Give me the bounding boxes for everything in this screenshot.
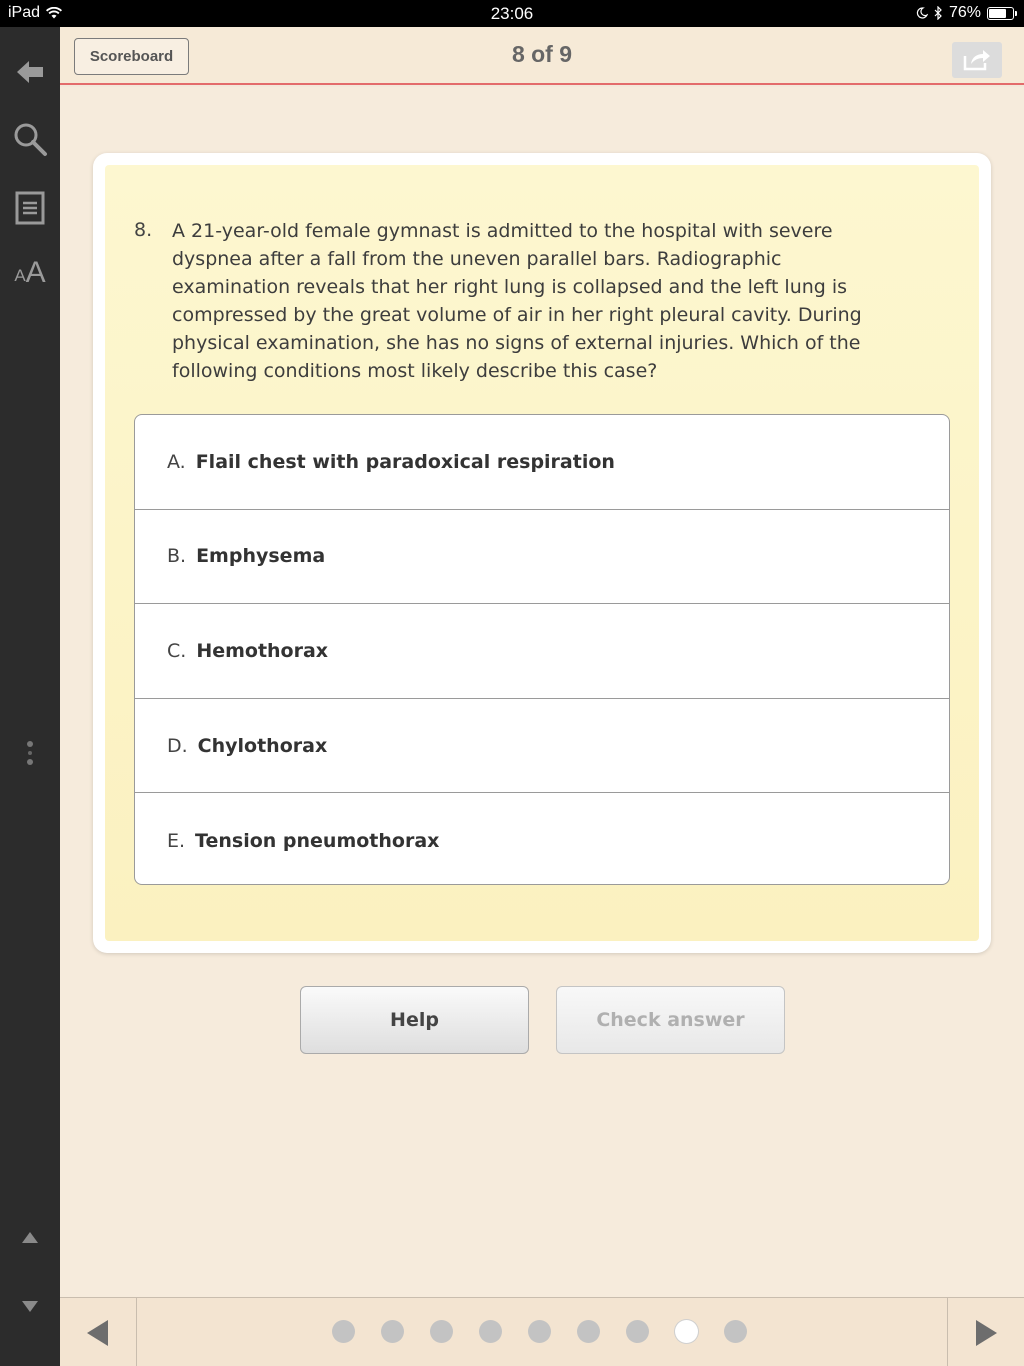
option-c[interactable]: [135, 604, 949, 699]
bluetooth-icon: [934, 6, 943, 20]
option-letter: E.: [167, 829, 186, 852]
option-text: Emphysema: [196, 545, 326, 568]
down-arrow-icon[interactable]: [0, 1297, 60, 1317]
header: [60, 27, 1024, 85]
previous-arrow-icon: [86, 1319, 110, 1347]
main-content: [60, 87, 1024, 1297]
device-label: iPad: [8, 4, 41, 21]
document-icon[interactable]: [0, 189, 60, 227]
bottom-navigation: [60, 1297, 1024, 1366]
option-e[interactable]: [135, 793, 949, 885]
share-icon: [963, 49, 991, 71]
option-a[interactable]: [135, 415, 949, 510]
answer-options: [134, 414, 950, 885]
page-dot[interactable]: [430, 1320, 453, 1343]
page-dot[interactable]: [724, 1320, 747, 1343]
scoreboard-button[interactable]: Scoreboard: [74, 38, 189, 75]
page-dot[interactable]: [332, 1320, 355, 1343]
moon-icon: [916, 7, 928, 19]
back-arrow-icon[interactable]: [0, 55, 60, 89]
help-button[interactable]: Help: [300, 986, 529, 1054]
next-arrow-icon: [974, 1319, 998, 1347]
text-size-large-label: A: [25, 256, 46, 289]
check-answer-button[interactable]: Check answer: [556, 986, 785, 1054]
page-dot[interactable]: [577, 1320, 600, 1343]
question-card: [93, 153, 991, 953]
search-icon[interactable]: [0, 119, 60, 159]
page-dot[interactable]: [626, 1320, 649, 1343]
share-button[interactable]: [952, 42, 1002, 78]
option-text: Hemothorax: [196, 639, 329, 662]
battery-percent: 76%: [948, 4, 981, 21]
option-letter: D.: [167, 734, 188, 757]
page-dot[interactable]: [479, 1320, 502, 1343]
next-button[interactable]: [947, 1298, 1024, 1366]
previous-button[interactable]: [60, 1298, 137, 1366]
option-text: Chylothorax: [197, 734, 328, 757]
page-dots: [332, 1320, 747, 1343]
battery-icon: [987, 7, 1014, 20]
page-counter: 8 of 9: [511, 41, 573, 67]
option-text: Tension pneumothorax: [195, 829, 440, 852]
question-text: A 21-year-old female gymnast is admitted to the hospital with severe dyspnea after a fall from the uneven parallel bars. Radiographic examination reveals that her right lung is collapsed and the left lung is compressed by the great volume of air in her right pleural cavity. During physical examination, she has no signs of external injuries. Which of the following conditions most likely describe this case?: [172, 220, 862, 382]
option-d[interactable]: [135, 699, 949, 794]
option-b[interactable]: [135, 510, 949, 605]
page-dot[interactable]: [528, 1320, 551, 1343]
text-size-icon[interactable]: [0, 255, 60, 291]
question-number: 8.: [134, 219, 153, 241]
text-size-small-label: A: [14, 266, 26, 285]
sidebar: [0, 27, 60, 1366]
up-arrow-icon[interactable]: [0, 1227, 60, 1247]
option-letter: A.: [167, 450, 186, 473]
more-icon[interactable]: [0, 739, 60, 767]
option-letter: B.: [167, 545, 187, 568]
page-dot-current[interactable]: [675, 1320, 698, 1343]
option-letter: C.: [167, 639, 187, 662]
clock: 23:06: [490, 4, 534, 23]
page-dot[interactable]: [381, 1320, 404, 1343]
option-text: Flail chest with paradoxical respiration: [195, 450, 615, 473]
status-bar: [0, 0, 1024, 27]
